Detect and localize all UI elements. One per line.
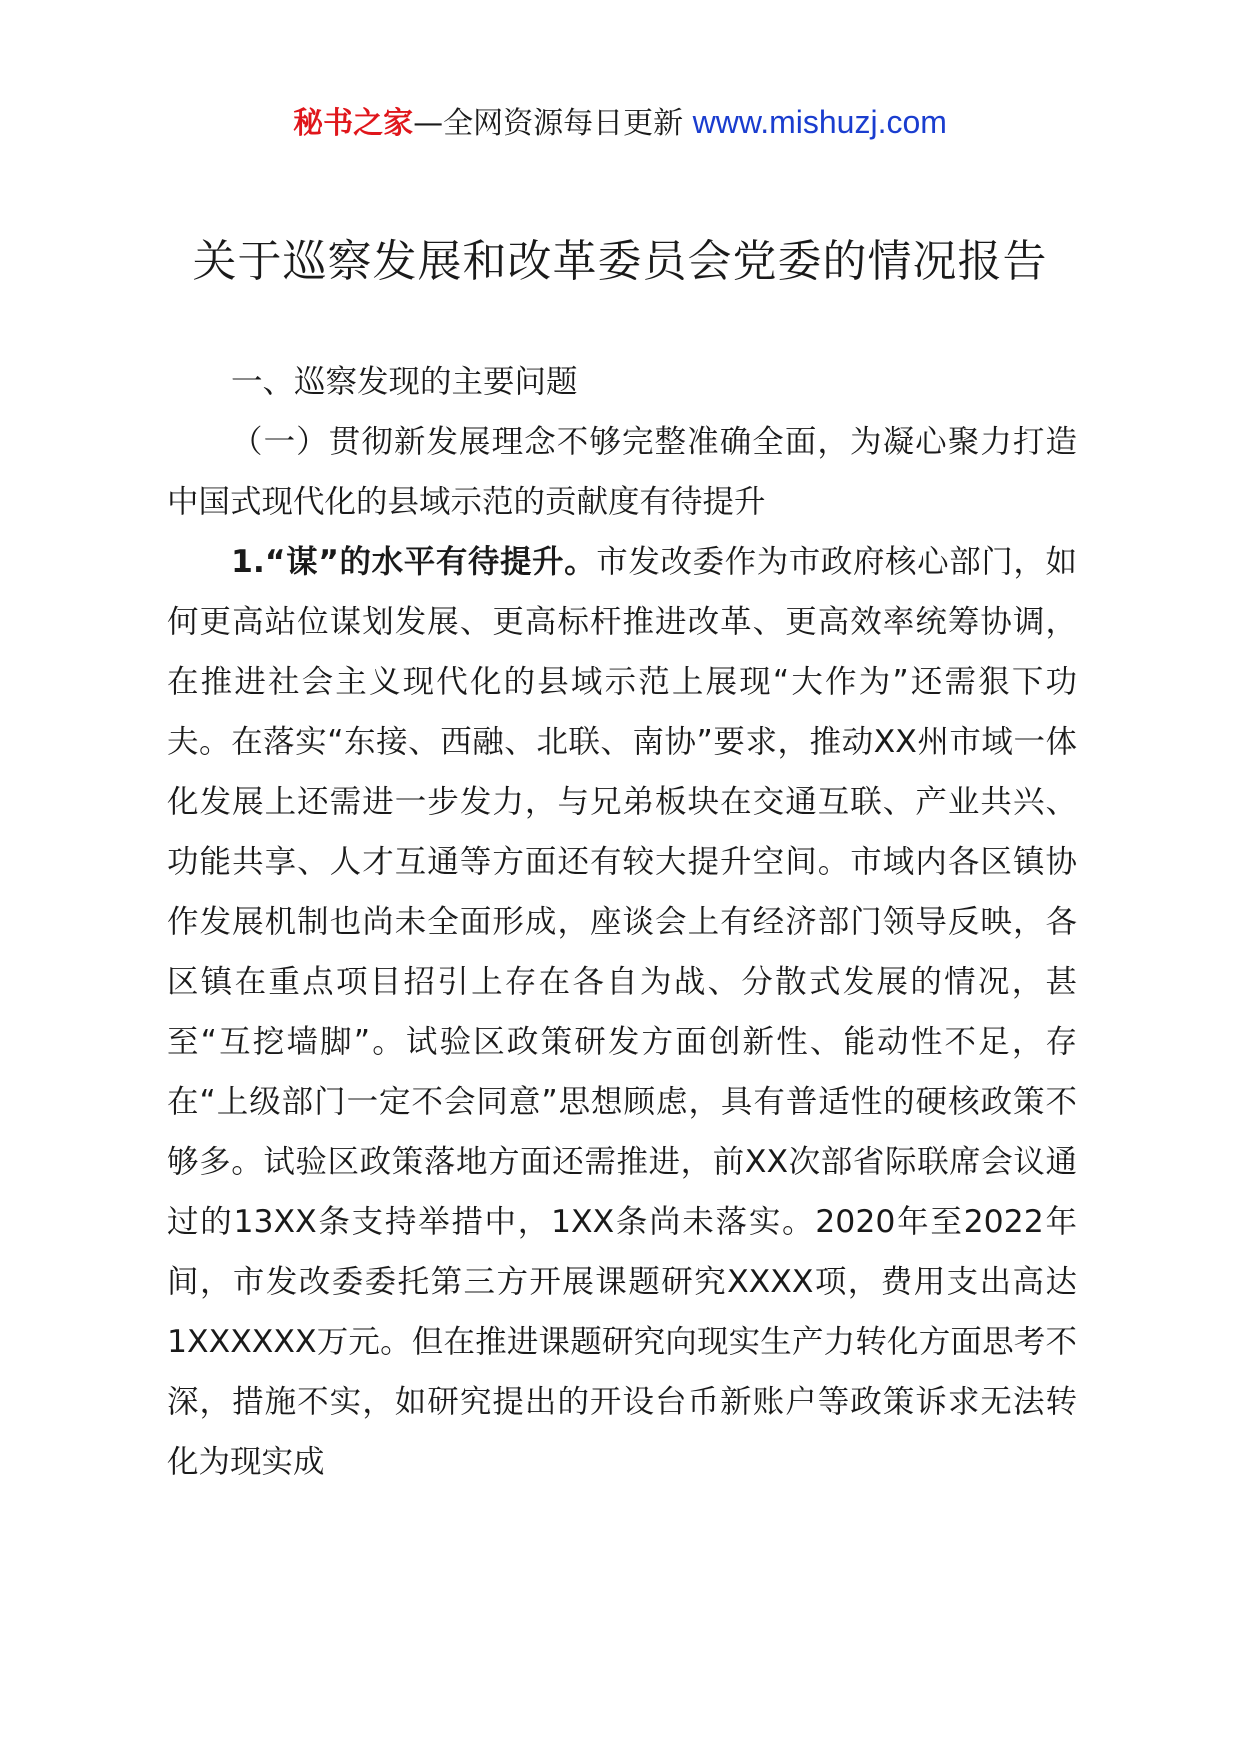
item-1-lead: 1.“谋”的水平有待提升。 xyxy=(231,544,597,580)
subsection-heading: （一）贯彻新发展理念不够完整准确全面，为凝心聚力打造中国式现代化的县域示范的贡献度有待提升 xyxy=(167,424,1077,520)
item-1-body: 市发改委作为市政府核心部门，如何更高站位谋划发展、更高标杆推进改革、更高效率统筹协调，在推进社会主义现代化的县域示范上展现“大作为”还需狠下功夫。在落实“东接、西融、北联、南协”要求，推动XX州市域一体化发展上还需进一步发力，与兄弟板块在交通互联、产业共兴、功能共享、人才互通等方面还有较大提升空间。市域内各区镇协作发展机制也尚未全面形成，座谈会上有经济部门领导反映，各区镇在重点项目招引上存在各自为战、分散式发展的情况，甚至“互挖墙脚”。试验区政策研发方面创新性、能动性不足，存在“上级部门一定不会同意”思想顾虑，具有普适性的硬核政策不够多。试验区政策落地方面还需推进，前XX次部省际联席会议通过的13XX条支持举措中，1XX条尚未落实。2020年至2022年间，市发改委委托第三方开展课题研究XXXX项，费用支出高达1XXXXXX万元。但在推进课题研究向现实生产力转化方面思考不深，措施不实，如研究提出的开设台币新账户等政策诉求无法转化为现实成 xyxy=(167,544,1077,1480)
site-url-link[interactable]: www.mishuzj.com xyxy=(692,104,947,140)
section-heading: 一、巡察发现的主要问题 xyxy=(231,364,578,400)
document-body xyxy=(167,352,1077,1492)
item-1-paragraph xyxy=(167,532,1077,1492)
document-title: 关于巡察发展和改革委员会党委的情况报告 xyxy=(192,236,1048,287)
site-header xyxy=(0,100,1240,146)
brand-name: 秘书之家 xyxy=(293,106,414,141)
site-tagline: —全网资源每日更新 xyxy=(413,106,684,141)
